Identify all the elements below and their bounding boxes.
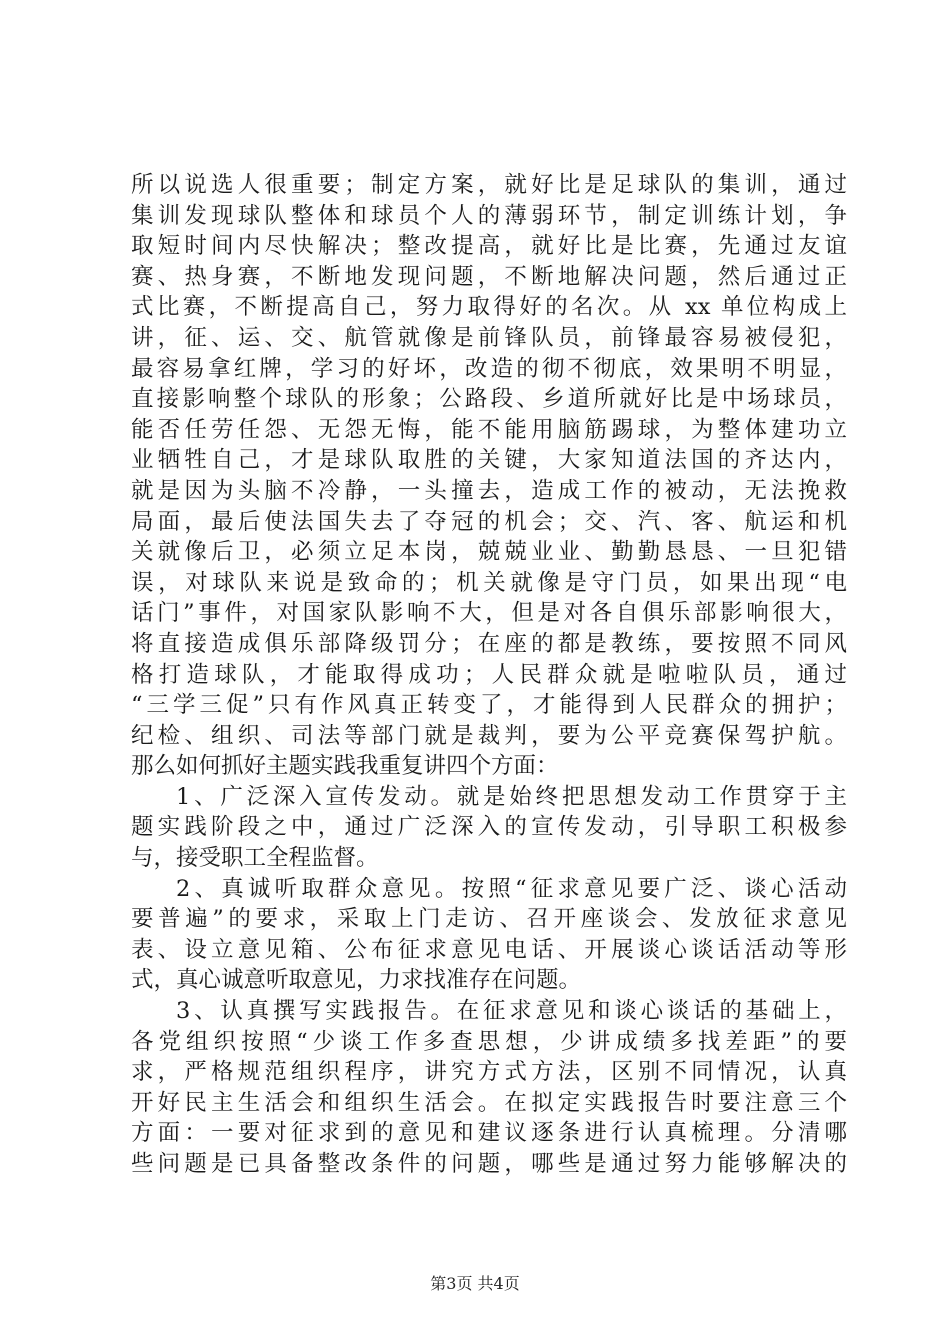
- text-line: 求，严格规范组织程序，讲究方式方法，区别不同情况，认真: [131, 1059, 847, 1086]
- text-line: 些问题是已具备整改条件的问题，哪些是通过努力能够解决的: [131, 1151, 847, 1177]
- text-line: 题实践阶段之中，通过广泛深入的宣传发动，引导职工积极参: [131, 814, 847, 841]
- text-line: 各党组织按照“少谈工作多查思想，少讲成绩多找差距”的要: [131, 1028, 847, 1055]
- text-line: 关就像后卫，必须立足本岗，兢兢业业、勤勤恳恳、一旦犯错: [131, 539, 847, 566]
- text-line: 就是因为头脑不冷静，一头撞去，造成工作的被动，无法挽救: [131, 477, 847, 504]
- text-line: 与，接受职工全程监督。: [131, 845, 379, 872]
- text-line: 话门”事件，对国家队影响不大，但是对各自俱乐部影响很大，: [131, 600, 847, 627]
- document-body: [131, 170, 847, 1180]
- text-line: 业牺牲自己，才是球队取胜的关键，大家知道法国的齐达内，: [131, 447, 847, 474]
- text-line: 误，对球队来说是致命的；机关就像是守门员，如果出现“电: [131, 569, 847, 596]
- text-line: “三学三促”只有作风真正转变了，才能得到人民群众的拥护；: [131, 692, 847, 719]
- text-line: 1、广泛深入宣传发动。就是始终把思想发动工作贯穿于主: [176, 783, 847, 810]
- text-line: 将直接造成俱乐部降级罚分；在座的都是教练，要按照不同风: [131, 630, 847, 657]
- text-line: 能否任劳任怨、无怨无悔，能不能用脑筋踢球，为整体建功立: [131, 416, 847, 443]
- text-line: 式，真心诚意听取意见，力求找准存在问题。: [131, 967, 582, 994]
- page-number-footer: 第3页 共4页: [430, 1274, 520, 1293]
- text-line: 格打造球队，才能取得成功；人民群众就是啦啦队员，通过: [131, 661, 847, 688]
- text-line: 赛、热身赛，不断地发现问题，不断地解决问题，然后通过正: [131, 263, 847, 290]
- text-line: 那么如何抓好主题实践我重复讲四个方面：: [131, 753, 559, 780]
- text-line: 表、设立意见箱、公布征求意见电话、开展谈心谈话活动等形: [131, 936, 847, 963]
- text-line: 集训发现球队整体和球员个人的薄弱环节，制定训练计划，争: [131, 202, 847, 229]
- text-line: 式比赛，不断提高自己，努力取得好的名次。从 xx 单位构成上: [131, 294, 847, 321]
- text-line: 最容易拿红牌，学习的好坏，改造的彻不彻底，效果明不明显，: [131, 355, 847, 382]
- text-line: 纪检、组织、司法等部门就是裁判，要为公平竞赛保驾护航。: [131, 722, 847, 749]
- text-line: 局面，最后使法国失去了夺冠的机会；交、汽、客、航运和机: [131, 508, 847, 535]
- text-line: 方面：一要对征求到的意见和建议逐条进行认真梳理。分清哪: [131, 1120, 847, 1147]
- text-line: 开好民主生活会和组织生活会。在拟定实践报告时要注意三个: [131, 1089, 847, 1116]
- text-line: 讲，征、运、交、航管就像是前锋队员，前锋最容易被侵犯，: [131, 324, 847, 351]
- text-line: 所以说选人很重要；制定方案，就好比是足球队的集训，通过: [131, 172, 847, 198]
- text-line: 3、认真撰写实践报告。在征求意见和谈心谈话的基础上，: [176, 998, 847, 1025]
- text-line: 直接影响整个球队的形象；公路段、乡道所就好比是中场球员，: [131, 386, 847, 413]
- text-line: 2、真诚听取群众意见。按照“征求意见要广泛、谈心活动: [176, 875, 847, 902]
- text-line: 取短时间内尽快解决；整改提高，就好比是比赛，先通过友谊: [131, 233, 847, 260]
- text-line: 要普遍”的要求，采取上门走访、召开座谈会、发放征求意见: [131, 906, 847, 933]
